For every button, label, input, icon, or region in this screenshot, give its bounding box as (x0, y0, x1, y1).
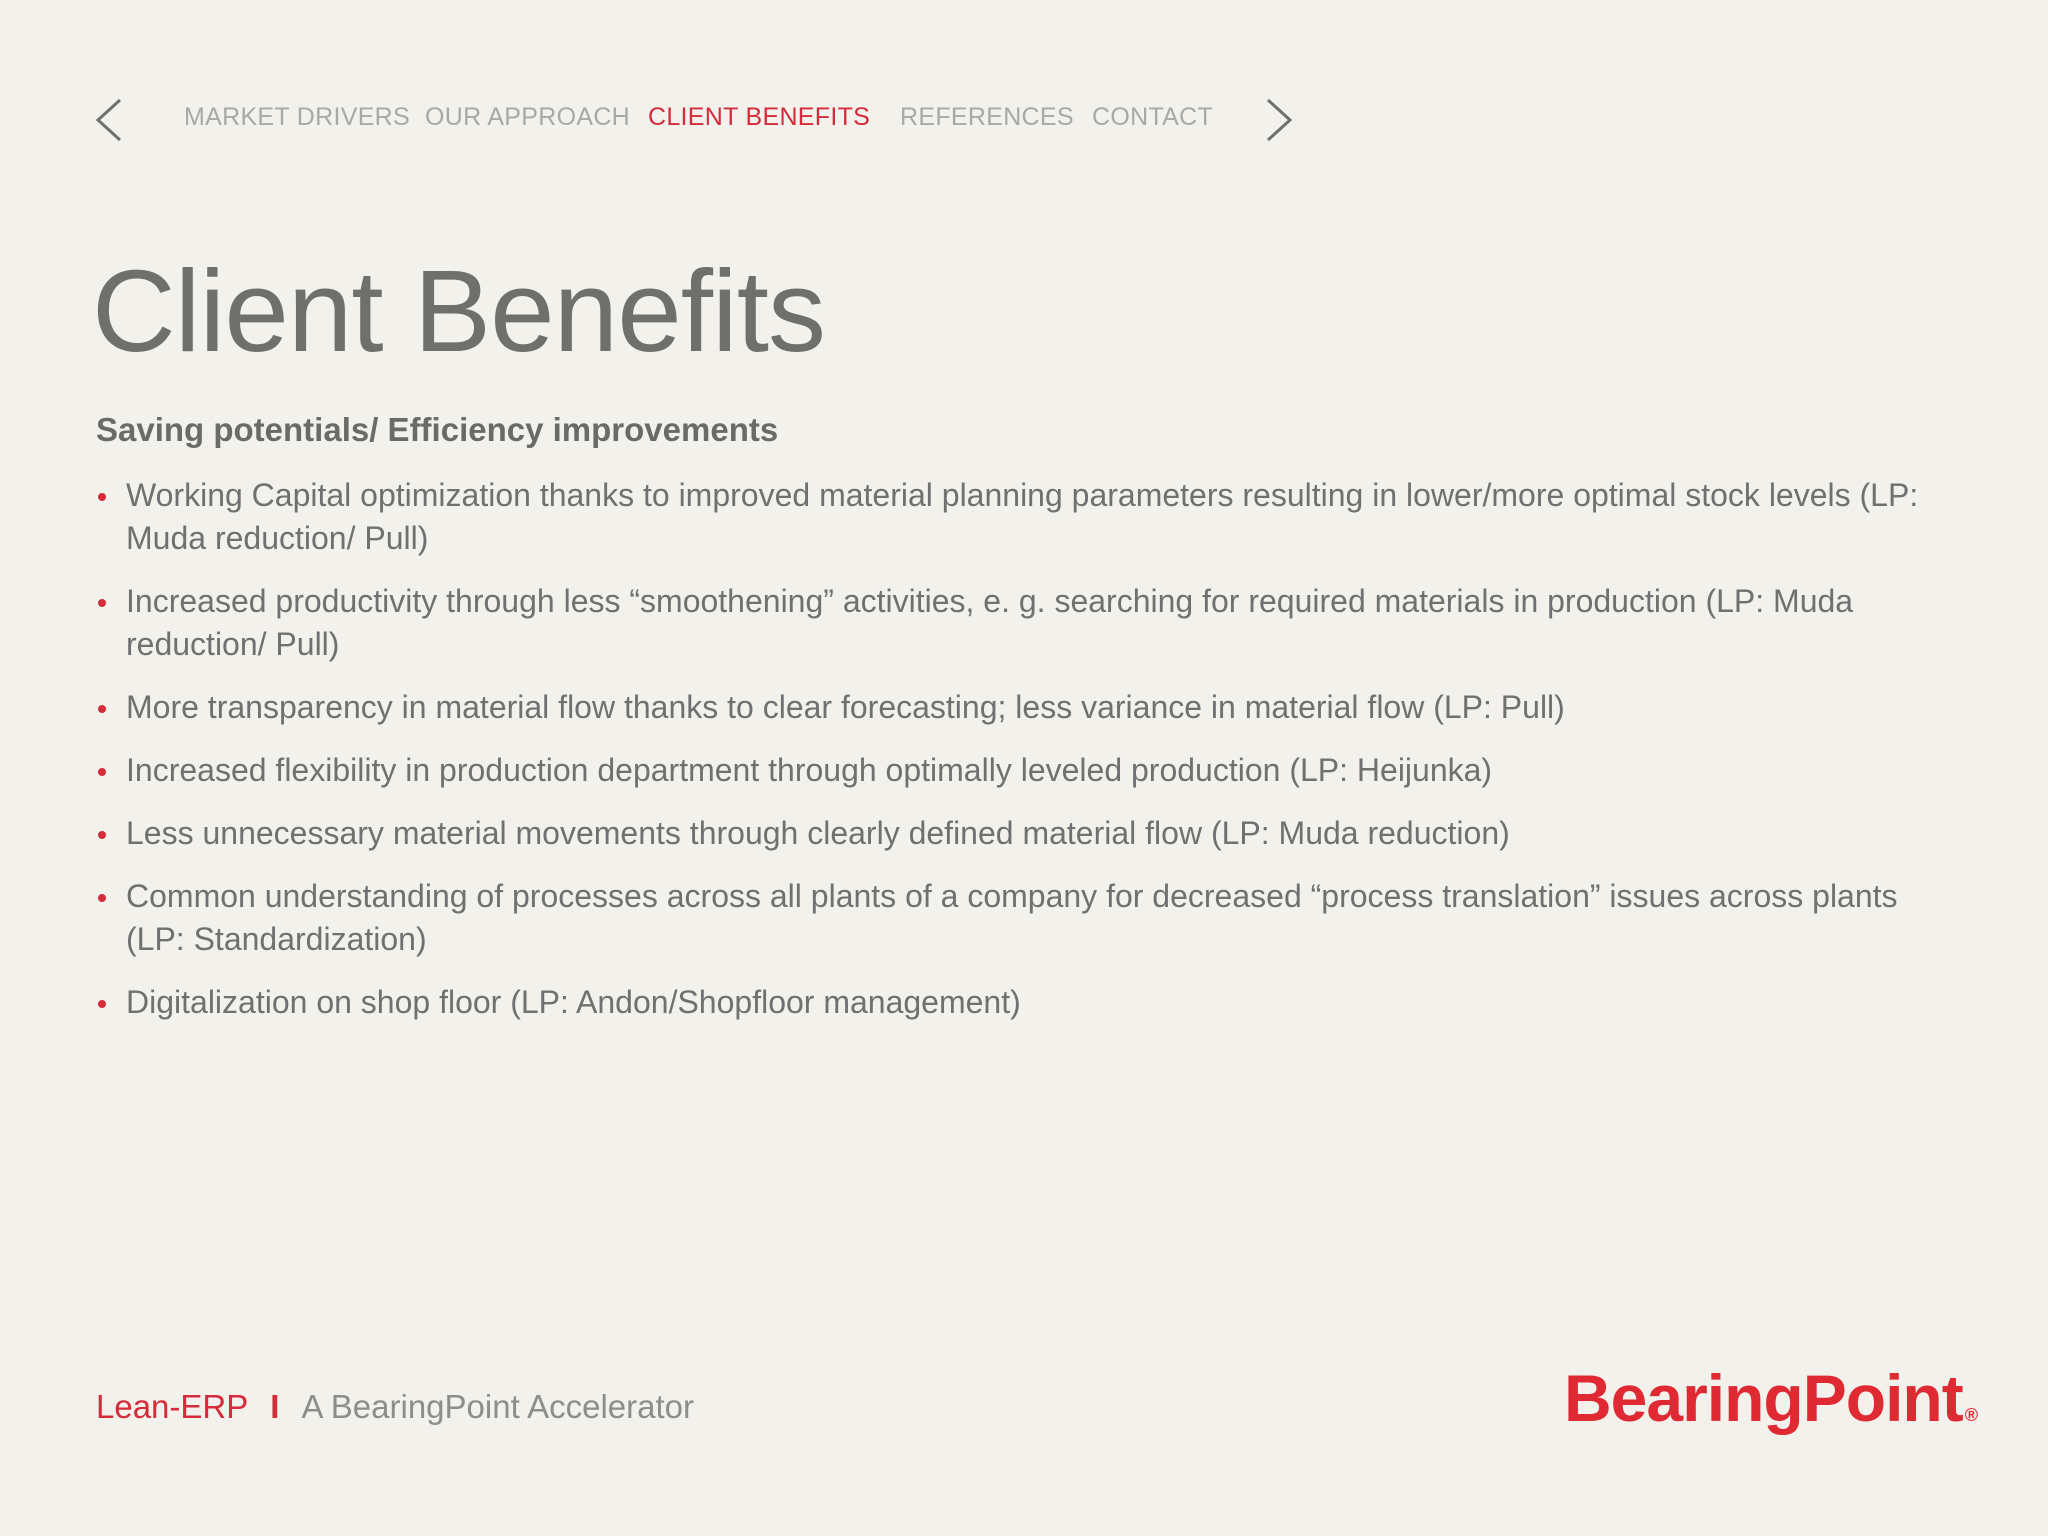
chevron-right-icon (1260, 96, 1300, 144)
benefit-text: Less unnecessary material movements through clearly defined material flow (LP: Muda reduction) (126, 815, 1510, 851)
nav-item-our-approach[interactable]: OUR APPROACH (425, 103, 631, 131)
bearingpoint-logo (1564, 1360, 1977, 1436)
benefit-item (96, 812, 1936, 855)
benefit-text: Digitalization on shop floor (LP: Andon/Shopfloor management) (126, 984, 1021, 1020)
logo-text: BearingPoint (1564, 1361, 1963, 1435)
page-title: Client Benefits (92, 246, 825, 376)
footer-separator: I (270, 1388, 280, 1425)
bullet-dot-icon (98, 599, 106, 607)
benefit-item (96, 981, 1936, 1024)
prev-page-button[interactable] (92, 96, 132, 144)
bullet-dot-icon (98, 768, 106, 776)
benefit-text: Common understanding of processes across all plants of a company for decreased “process translation” issues across plants (LP: Standardization) (126, 878, 1898, 957)
footer-product-name: Lean-ERP (96, 1388, 249, 1425)
bullet-dot-icon (98, 705, 106, 713)
section-subtitle: Saving potentials/ Efficiency improvements (96, 411, 779, 448)
bullet-dot-icon (98, 894, 106, 902)
footer-tagline: A BearingPoint Accelerator (301, 1388, 695, 1425)
nav-item-references[interactable]: REFERENCES (900, 103, 1074, 131)
benefit-item (96, 686, 1936, 729)
benefit-text: Increased flexibility in production department through optimally leveled production (LP: Heijunka) (126, 752, 1493, 788)
benefit-text: More transparency in material flow thanks to clear forecasting; less variance in material flow (LP: Pull) (126, 689, 1565, 725)
benefit-item (96, 749, 1936, 792)
benefit-text: Increased productivity through less “smoothening” activities, e. g. searching for required materials in production (LP: Muda reduction/ Pull) (126, 583, 1854, 662)
nav-item-contact[interactable]: CONTACT (1092, 103, 1214, 131)
benefit-item (96, 474, 1936, 560)
footer-caption (96, 1388, 694, 1426)
benefits-list (96, 474, 1936, 1044)
chevron-left-icon (92, 96, 132, 144)
next-page-button[interactable] (1260, 96, 1300, 144)
bullet-dot-icon (98, 831, 106, 839)
benefit-item (96, 580, 1936, 666)
benefit-text: Working Capital optimization thanks to improved material planning parameters resulting in lower/more optimal stock levels (LP: Muda reduction/ Pull) (126, 477, 1919, 556)
bullet-dot-icon (98, 493, 106, 501)
nav-item-market-drivers[interactable]: MARKET DRIVERS (184, 103, 411, 131)
bullet-dot-icon (98, 1000, 106, 1008)
top-navigation (0, 0, 2048, 240)
registered-mark: ® (1964, 1405, 1977, 1425)
nav-item-client-benefits[interactable]: CLIENT BENEFITS (648, 103, 871, 131)
benefit-item (96, 875, 1936, 961)
